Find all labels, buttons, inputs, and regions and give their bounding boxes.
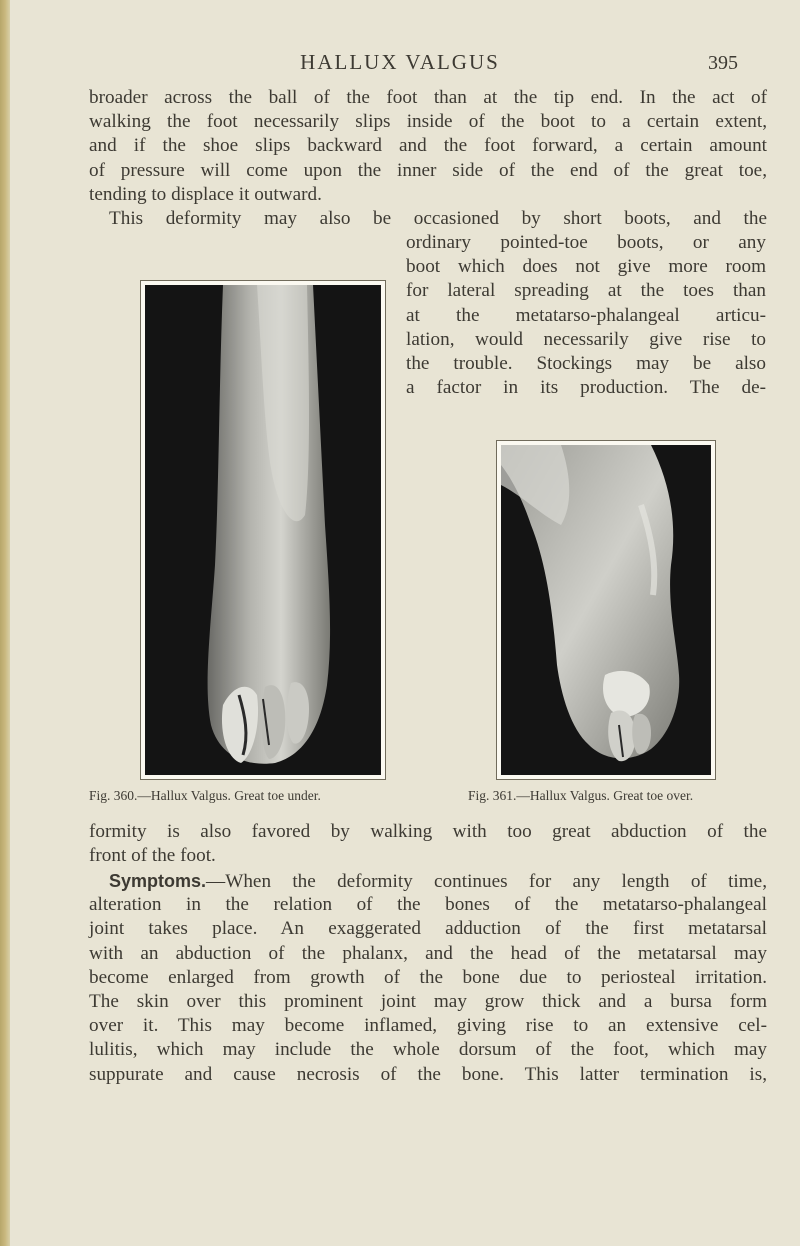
symptoms-heading: Symptoms.: [109, 871, 207, 891]
text-line: at the metatarso-phalangeal articu-: [406, 304, 766, 326]
text-line: boot which does not give more room: [406, 256, 766, 278]
figure-361-caption: Fig. 361.—Hallux Valgus. Great toe over.: [468, 788, 694, 803]
text-line: of pressure will come upon the inner side of the end of the great toe,: [89, 159, 767, 181]
text-line: tending to displace it outward.: [89, 183, 322, 205]
figure-360-caption: Fig. 360.—Hallux Valgus. Great toe under.: [89, 788, 321, 803]
figure-361-photo: [496, 440, 716, 780]
book-spine-edge: [0, 0, 10, 1246]
text-line: become enlarged from growth of the bone due to periosteal irritation.: [89, 966, 767, 988]
paragraph-bottom: [89, 820, 767, 868]
foot-photograph-icon: [501, 445, 711, 775]
text-line: The skin over this prominent joint may grow thick and a bursa form: [89, 990, 767, 1012]
paragraph-right-column: [406, 231, 766, 400]
text-line: over it. This may become inflamed, giving rise to an extensive cel-: [89, 1015, 767, 1037]
text-line: suppurate and cause necrosis of the bone. This latter termination is,: [89, 1063, 767, 1085]
page-number: 395: [708, 52, 738, 74]
foot-photograph-icon: [145, 285, 381, 775]
text-line: broader across the ball of the foot than at the tip end. In the act of: [89, 87, 767, 108]
text-line: with an abduction of the phalanx, and the head of the metatarsal may: [89, 942, 767, 964]
figure-360-photo: [140, 280, 386, 780]
running-title: HALLUX VALGUS: [300, 50, 500, 74]
text-line: joint takes place. An exaggerated adduction of the first metatarsal: [89, 918, 767, 940]
symptoms-first-line: —When the deformity continues for any length of time,: [206, 871, 767, 892]
text-line: the trouble. Stockings may be also: [406, 352, 766, 374]
text-line: This deformity may also be occasioned by short boots, and the: [109, 207, 767, 229]
symptoms-paragraph: [89, 869, 767, 1087]
text-line: and if the shoe slips backward and the foot forward, a certain amount: [89, 135, 767, 157]
text-line: ordinary pointed-toe boots, or any: [406, 232, 766, 253]
text-line: formity is also favored by walking with too great abduction of the: [89, 821, 767, 842]
paragraph-top: [89, 86, 767, 231]
text-line: alteration in the relation of the bones of the metatarso-phalangeal: [89, 894, 767, 916]
text-line: for lateral spreading at the toes than: [406, 280, 766, 302]
text-line: a factor in its production. The de-: [406, 377, 766, 399]
text-line: [89, 869, 767, 893]
text-line: lulitis, which may include the whole dorsum of the foot, which may: [89, 1039, 767, 1061]
page-header: [0, 50, 800, 80]
text-line: front of the foot.: [89, 845, 216, 867]
text-line: walking the foot necessarily slips inside of the boot to a certain extent,: [89, 111, 767, 133]
text-line: lation, would necessarily give rise to: [406, 328, 766, 350]
